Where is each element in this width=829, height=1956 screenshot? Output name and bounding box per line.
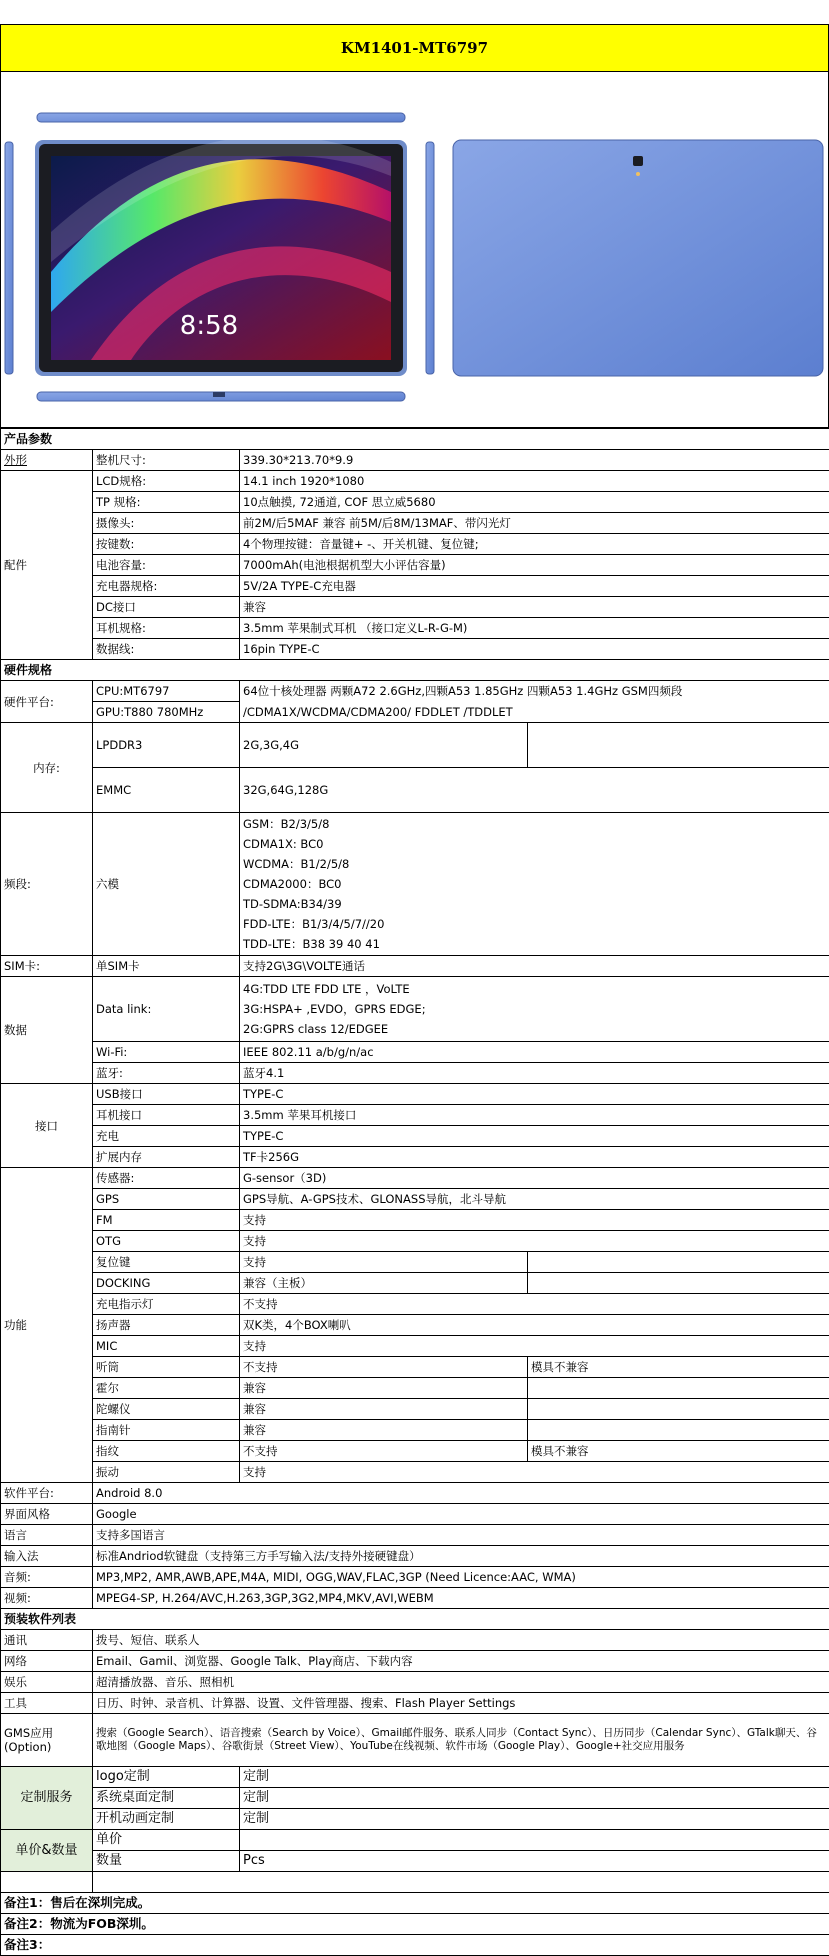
- func-value: GPS导航、A-GPS技术、GLONASS导航，北斗导航: [240, 1189, 829, 1210]
- func-label: GPS: [93, 1189, 240, 1210]
- memory-group: 内存:: [1, 723, 93, 813]
- band-line: FDD-LTE：B1/3/4/5/7//20: [243, 914, 826, 934]
- func-label: 指纹: [93, 1441, 240, 1462]
- config-label: 按键数:: [93, 534, 240, 555]
- unit-price-value: [240, 1830, 829, 1851]
- band-line: TDD-LTE：B38 39 40 41: [243, 934, 826, 954]
- func-note: [528, 1399, 829, 1420]
- section-params: 产品参数: [1, 429, 829, 450]
- spec-table: [0, 428, 829, 1956]
- func-value: 支持: [240, 1231, 829, 1252]
- func-value: 支持: [240, 1252, 528, 1273]
- software-label: 视频:: [1, 1588, 93, 1609]
- func-value: G-sensor（3D): [240, 1168, 829, 1189]
- bt-value: 蓝牙4.1: [240, 1063, 829, 1084]
- config-value: 10点触摸, 72通道, COF 思立威5680: [240, 492, 829, 513]
- custom-label: 开机动画定制: [93, 1809, 240, 1830]
- func-note: [528, 1378, 829, 1399]
- ports-group: 接口: [1, 1084, 93, 1168]
- appearance-value: 339.30*213.70*9.9: [240, 450, 829, 471]
- data-group: 数据: [1, 977, 93, 1084]
- bands-group: 频段:: [1, 813, 93, 956]
- rom-value: 32G,64G,128G: [240, 768, 829, 813]
- gms-label-line: GMS应用: [4, 1726, 89, 1740]
- gms-label-line: (Option): [4, 1740, 89, 1754]
- datalink-values: [240, 977, 829, 1042]
- software-value: Google: [93, 1504, 829, 1525]
- func-value: 兼容: [240, 1420, 528, 1441]
- model-title: KM1401-MT6797: [341, 39, 488, 57]
- software-value: Android 8.0: [93, 1483, 829, 1504]
- sim-value: 支持2G\3G\VOLTE通话: [240, 956, 829, 977]
- platform-gpu: GPU:T880 780MHz: [93, 702, 240, 723]
- port-label: 耳机接口: [93, 1105, 240, 1126]
- wifi-value: IEEE 802.11 a/b/g/n/ac: [240, 1042, 829, 1063]
- func-label: 复位键: [93, 1252, 240, 1273]
- config-value: 14.1 inch 1920*1080: [240, 471, 829, 492]
- band-line: CDMA1X: BC0: [243, 834, 826, 854]
- custom-group: 定制服务: [1, 1767, 93, 1830]
- config-label: 充电器规格:: [93, 576, 240, 597]
- band-line: WCDMA：B1/2/5/8: [243, 854, 826, 874]
- func-note: [528, 1273, 829, 1294]
- app-value: 日历、时钟、录音机、计算器、设置、文件管理器、搜索、Flash Player Settings: [93, 1693, 829, 1714]
- software-label: 输入法: [1, 1546, 93, 1567]
- tablet-image: [1, 72, 828, 427]
- func-label: 指南针: [93, 1420, 240, 1441]
- app-label: 网络: [1, 1651, 93, 1672]
- platform-line1: 64位十核处理器 两颗A72 2.6GHz,四颗A53 1.85GHz 四颗A53 1.4GHz GSM四频段: [240, 681, 829, 702]
- config-value: 兼容: [240, 597, 829, 618]
- func-value: 兼容: [240, 1399, 528, 1420]
- port-label: 扩展内存: [93, 1147, 240, 1168]
- app-value: 拨号、短信、联系人: [93, 1630, 829, 1651]
- func-value: 不支持: [240, 1441, 528, 1462]
- app-value: 超清播放器、音乐、照相机: [93, 1672, 829, 1693]
- ram-note: [528, 723, 829, 768]
- product-photos: [0, 72, 829, 428]
- func-value: 双K类，4个BOX喇叭: [240, 1315, 829, 1336]
- func-value: 不支持: [240, 1294, 829, 1315]
- platform-line2: /CDMA1X/WCDMA/CDMA200/ FDDLET /TDDLET: [240, 702, 829, 723]
- app-label: 通讯: [1, 1630, 93, 1651]
- config-group: 配件: [1, 471, 93, 660]
- custom-value: 定制: [240, 1767, 829, 1788]
- qty-value: Pcs: [240, 1851, 829, 1872]
- clock-text: 8:58: [180, 311, 238, 341]
- software-label: 语言: [1, 1525, 93, 1546]
- custom-label: logo定制: [93, 1767, 240, 1788]
- platform-group: 硬件平台:: [1, 681, 93, 723]
- config-label: 数据线:: [93, 639, 240, 660]
- config-value: 16pin TYPE-C: [240, 639, 829, 660]
- app-value: Email、Gamil、浏览器、Google Talk、Play商店、下载内容: [93, 1651, 829, 1672]
- port-value: TF卡256G: [240, 1147, 829, 1168]
- unit-price-label: 单价: [93, 1830, 240, 1851]
- ram-label: LPDDR3: [93, 723, 240, 768]
- datalink-label: Data link:: [93, 977, 240, 1042]
- port-label: 充电: [93, 1126, 240, 1147]
- wifi-label: Wi-Fi:: [93, 1042, 240, 1063]
- bands-values: [240, 813, 829, 956]
- bt-label: 蓝牙:: [93, 1063, 240, 1084]
- note-3: 备注3：: [1, 1935, 829, 1956]
- func-label: MIC: [93, 1336, 240, 1357]
- custom-value: 定制: [240, 1788, 829, 1809]
- func-label: DOCKING: [93, 1273, 240, 1294]
- func-label: 充电指示灯: [93, 1294, 240, 1315]
- custom-label: 系统桌面定制: [93, 1788, 240, 1809]
- app-label: 工具: [1, 1693, 93, 1714]
- price-group: 单价&数量: [1, 1830, 93, 1872]
- port-label: USB接口: [93, 1084, 240, 1105]
- blank-cell: [93, 1872, 829, 1893]
- func-value: 不支持: [240, 1357, 528, 1378]
- sim-group: SIM卡:: [1, 956, 93, 977]
- port-value: 3.5mm 苹果耳机接口: [240, 1105, 829, 1126]
- custom-value: 定制: [240, 1809, 829, 1830]
- config-label: 摄像头:: [93, 513, 240, 534]
- func-label: 传感器:: [93, 1168, 240, 1189]
- appearance-label: 整机尺寸:: [93, 450, 240, 471]
- sim-label: 单SIM卡: [93, 956, 240, 977]
- datalink-line: 3G:HSPA+ ,EVDO，GPRS EDGE;: [243, 999, 826, 1019]
- software-label: 音频:: [1, 1567, 93, 1588]
- config-label: DC接口: [93, 597, 240, 618]
- func-label: FM: [93, 1210, 240, 1231]
- band-line: CDMA2000：BC0: [243, 874, 826, 894]
- func-note: [528, 1252, 829, 1273]
- section-hw: 硬件规格: [1, 660, 829, 681]
- functions-group: 功能: [1, 1168, 93, 1483]
- software-label: 软件平台:: [1, 1483, 93, 1504]
- note-2: 备注2：物流为FOB深圳。: [1, 1914, 829, 1935]
- section-apps: 预装软件列表: [1, 1609, 829, 1630]
- software-value: MPEG4-SP, H.264/AVC,H.263,3GP,3G2,MP4,MKV,AVI,WEBM: [93, 1588, 829, 1609]
- func-value: 支持: [240, 1462, 829, 1483]
- qty-label: 数量: [93, 1851, 240, 1872]
- software-value: 标准Andriod软键盘（支持第三方手写输入法/支持外接硬键盘）: [93, 1546, 829, 1567]
- func-label: 陀螺仪: [93, 1399, 240, 1420]
- config-label: LCD规格:: [93, 471, 240, 492]
- software-value: MP3,MP2, AMR,AWB,APE,M4A, MIDI, OGG,WAV,FLAC,3GP (Need Licence:AAC, WMA): [93, 1567, 829, 1588]
- config-label: 耳机规格:: [93, 618, 240, 639]
- port-value: TYPE-C: [240, 1084, 829, 1105]
- platform-cpu: CPU:MT6797: [93, 681, 240, 702]
- software-value: 支持多国语言: [93, 1525, 829, 1546]
- func-note: 模具不兼容: [528, 1441, 829, 1462]
- func-value: 支持: [240, 1210, 829, 1231]
- func-note: 模具不兼容: [528, 1357, 829, 1378]
- blank-cell: [1, 1872, 93, 1893]
- config-value: 4个物理按键：音量键+ -、开关机键、复位键;: [240, 534, 829, 555]
- gms-label: [1, 1714, 93, 1767]
- config-value: 3.5mm 苹果制式耳机 （接口定义L-R-G-M): [240, 618, 829, 639]
- func-label: 霍尔: [93, 1378, 240, 1399]
- band-line: TD-SDMA:B34/39: [243, 894, 826, 914]
- ram-value: 2G,3G,4G: [240, 723, 528, 768]
- port-value: TYPE-C: [240, 1126, 829, 1147]
- func-value: 兼容（主板）: [240, 1273, 528, 1294]
- datalink-line: 4G:TDD LTE FDD LTE ，VoLTE: [243, 979, 826, 999]
- note-1: 备注1：售后在深圳完成。: [1, 1893, 829, 1914]
- appearance-group: 外形: [1, 450, 93, 471]
- func-label: 扬声器: [93, 1315, 240, 1336]
- rom-label: EMMC: [93, 768, 240, 813]
- config-value: 前2M/后5MAF 兼容 前5M/后8M/13MAF、带闪光灯: [240, 513, 829, 534]
- func-value: 兼容: [240, 1378, 528, 1399]
- func-value: 支持: [240, 1336, 829, 1357]
- func-note: [528, 1420, 829, 1441]
- gms-value: 搜索（Google Search）、语音搜索（Search by Voice）、Gmail邮件服务、联系人同步（Contact Sync）、日历同步（Calendar Sync）、GTalk聊天、谷歌地图（Google Maps）、谷歌街景（Street View）、YouTube在线视频、软件市场（Google Play）、Google+社交应用服务: [93, 1714, 829, 1767]
- config-label: TP 规格:: [93, 492, 240, 513]
- func-label: 振动: [93, 1462, 240, 1483]
- config-value: 5V/2A TYPE-C充电器: [240, 576, 829, 597]
- config-value: 7000mAh(电池根据机型大小评估容量): [240, 555, 829, 576]
- camera-icon: [633, 156, 643, 166]
- config-label: 电池容量:: [93, 555, 240, 576]
- band-line: GSM：B2/3/5/8: [243, 814, 826, 834]
- func-label: 听筒: [93, 1357, 240, 1378]
- func-label: OTG: [93, 1231, 240, 1252]
- app-label: 娱乐: [1, 1672, 93, 1693]
- software-label: 界面风格: [1, 1504, 93, 1525]
- model-title-bar: [0, 24, 829, 72]
- bands-label: 六模: [93, 813, 240, 956]
- datalink-line: 2G:GPRS class 12/EDGEE: [243, 1019, 826, 1039]
